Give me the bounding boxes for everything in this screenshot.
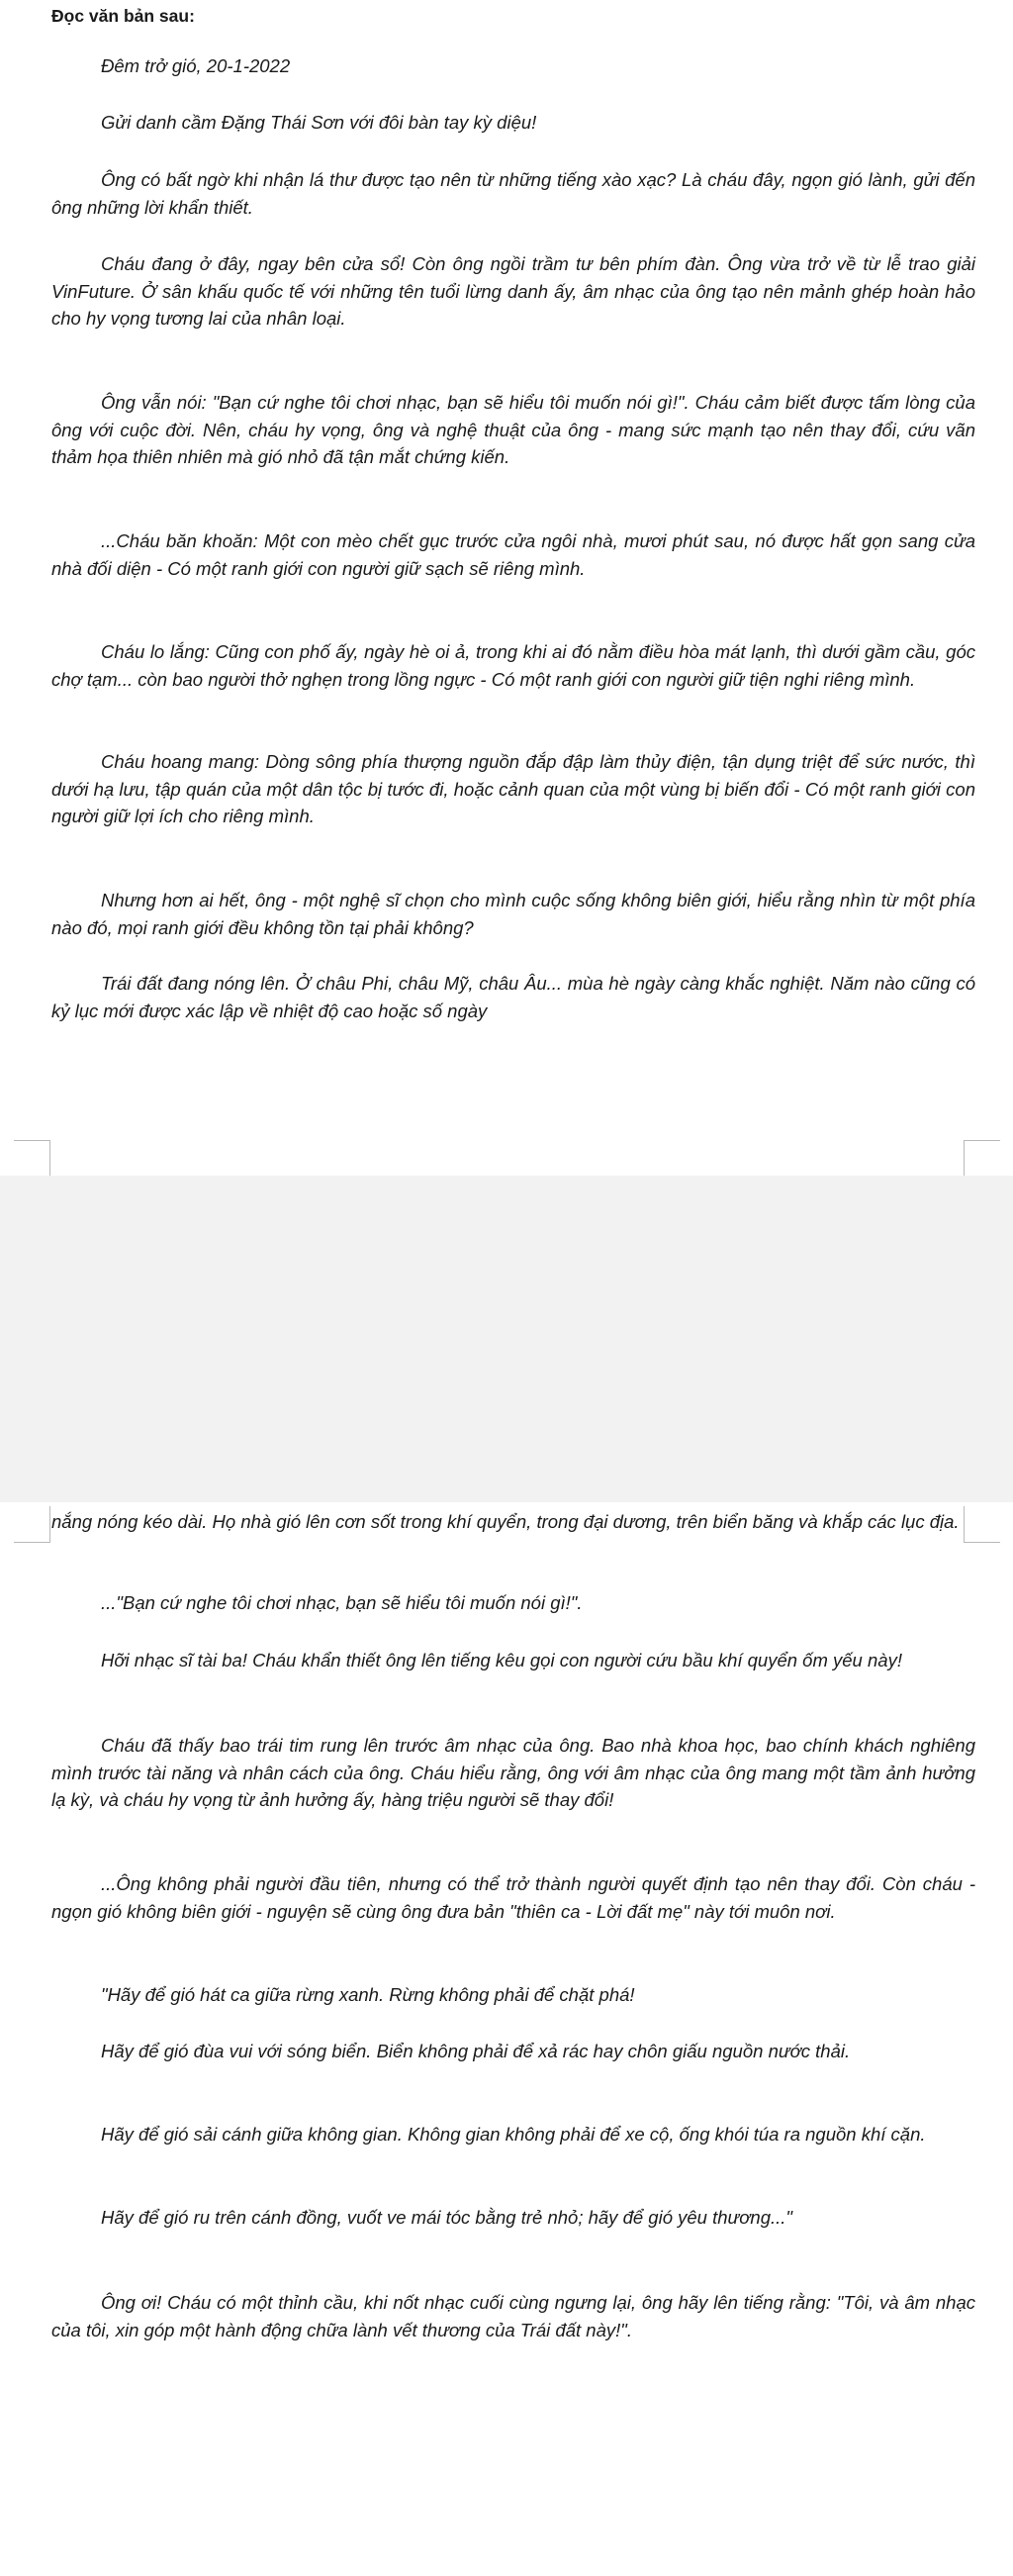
paragraph: Ông ơi! Cháu có một thỉnh cầu, khi nốt nhạc cuối cùng ngưng lại, ông hãy lên tiếng rằng: "Tôi, và âm nhạc của tôi, xin góp một hành động chữa lành vết thương của Trái đất này!". bbox=[51, 2292, 975, 2340]
paragraph: Cháu lo lắng: Cũng con phố ấy, ngày hè oi ả, trong khi ai đó nằm điều hòa mát lạnh, thì dưới gầm cầu, góc chợ tạm... còn bao người thở nghẹn trong lồng ngực - Có một ranh giới con người giữ tiện nghi riêng mình. bbox=[51, 641, 975, 690]
paragraph: Ông vẫn nói: "Bạn cứ nghe tôi chơi nhạc, bạn sẽ hiểu tôi muốn nói gì!". Cháu cảm biết được tấm lòng của ông với cuộc đời. Nên, cháu hy vọng, ông và nghệ thuật của ông - mang sức mạnh tạo nên thay đổi, cứu vãn thảm họa thiên nhiên mà gió nhỏ đã tận mắt chứng kiến. bbox=[51, 392, 975, 468]
paragraph: ...Ông không phải người đầu tiên, nhưng có thể trở thành người quyết định tạo nên thay đổi. Còn cháu - ngọn gió không biên giới - nguyện sẽ cùng ông đưa bản "thiên ca - Lời đất mẹ" này tới muôn nơi. bbox=[51, 1873, 975, 1922]
page-break-gap bbox=[0, 1176, 1013, 1502]
page-corner-mark bbox=[14, 1140, 50, 1177]
paragraph: Cháu đang ở đây, ngay bên cửa sổ! Còn ông ngồi trầm tư bên phím đàn. Ông vừa trở về từ lễ trao giải VinFuture. Ở sân khấu quốc tế với những tên tuổi lừng danh ấy, âm nhạc của ông tạo nên mảnh ghép hoàn hảo cho hy vọng tương lai của nhân loại. bbox=[51, 253, 975, 330]
page-top bbox=[0, 0, 1013, 1138]
letter-date: Đêm trở gió, 20-1-2022 bbox=[101, 55, 291, 76]
paragraph: Hãy để gió sải cánh giữa không gian. Không gian không phải để xe cộ, ống khói túa ra nguồn khí cặn. bbox=[101, 2124, 926, 2145]
letter-salutation: Gửi danh cầm Đặng Thái Sơn với đôi bàn tay kỳ diệu! bbox=[101, 112, 537, 133]
paragraph: Ông có bất ngờ khi nhận lá thư được tạo nên từ những tiếng xào xạc? Là cháu đây, ngọn gió lành, gửi đến ông những lời khẩn thiết. bbox=[51, 169, 975, 218]
page-bottom bbox=[0, 1502, 1013, 2576]
document-heading: Đọc văn bản sau: bbox=[51, 6, 195, 26]
paragraph: ...Cháu băn khoăn: Một con mèo chết gục trước cửa ngôi nhà, mươi phút sau, nó được hất gọn sang cửa nhà đối diện - Có một ranh giới con người giữ sạch sẽ riêng mình. bbox=[51, 530, 975, 579]
paragraph: Trái đất đang nóng lên. Ở châu Phi, châu Mỹ, châu Âu... mùa hè ngày càng khắc nghiệt. Năm nào cũng có kỷ lục mới được xác lập về nhiệt độ cao hoặc số ngày bbox=[51, 973, 975, 1021]
paragraph: Hãy để gió ru trên cánh đồng, vuốt ve mái tóc bằng trẻ nhỏ; hãy để gió yêu thương..." bbox=[101, 2207, 792, 2228]
paragraph: nắng nóng kéo dài. Họ nhà gió lên cơn sốt trong khí quyển, trong đại dương, trên biển băng và khắp các lục địa. bbox=[51, 1511, 960, 1532]
paragraph: ..."Bạn cứ nghe tôi chơi nhạc, bạn sẽ hiểu tôi muốn nói gì!". bbox=[101, 1592, 583, 1613]
page-corner-mark bbox=[964, 1140, 1000, 1177]
paragraph: Nhưng hơn ai hết, ông - một nghệ sĩ chọn cho mình cuộc sống không biên giới, hiểu rằng nhìn từ một phía nào đó, mọi ranh giới đều không tồn tại phải không? bbox=[51, 890, 975, 938]
paragraph: Hãy để gió đùa vui với sóng biển. Biển không phải để xả rác hay chôn giấu nguồn nước thải. bbox=[101, 2041, 851, 2061]
paragraph: Cháu hoang mang: Dòng sông phía thượng nguồn đắp đập làm thủy điện, tận dụng triệt để sức nước, thì dưới hạ lưu, tập quán của một dân tộc bị tước đi, hoặc cảnh quan của một vùng bị biến đổi - Có một ranh giới con người giữ lợi ích cho riêng mình. bbox=[51, 751, 975, 827]
paragraph: Hỡi nhạc sĩ tài ba! Cháu khẩn thiết ông lên tiếng kêu gọi con người cứu bầu khí quyển ốm yếu này! bbox=[101, 1650, 902, 1670]
paragraph: "Hãy để gió hát ca giữa rừng xanh. Rừng không phải để chặt phá! bbox=[101, 1984, 635, 2005]
paragraph: Cháu đã thấy bao trái tim rung lên trước âm nhạc của ông. Bao nhà khoa học, bao chính khách nghiêng mình trước tài năng và nhân cách của ông. Cháu hiểu rằng, ông với âm nhạc của ông mang một tầm ảnh hưởng lạ kỳ, và cháu hy vọng từ ảnh hưởng ấy, hàng triệu người sẽ thay đổi! bbox=[51, 1735, 975, 1811]
